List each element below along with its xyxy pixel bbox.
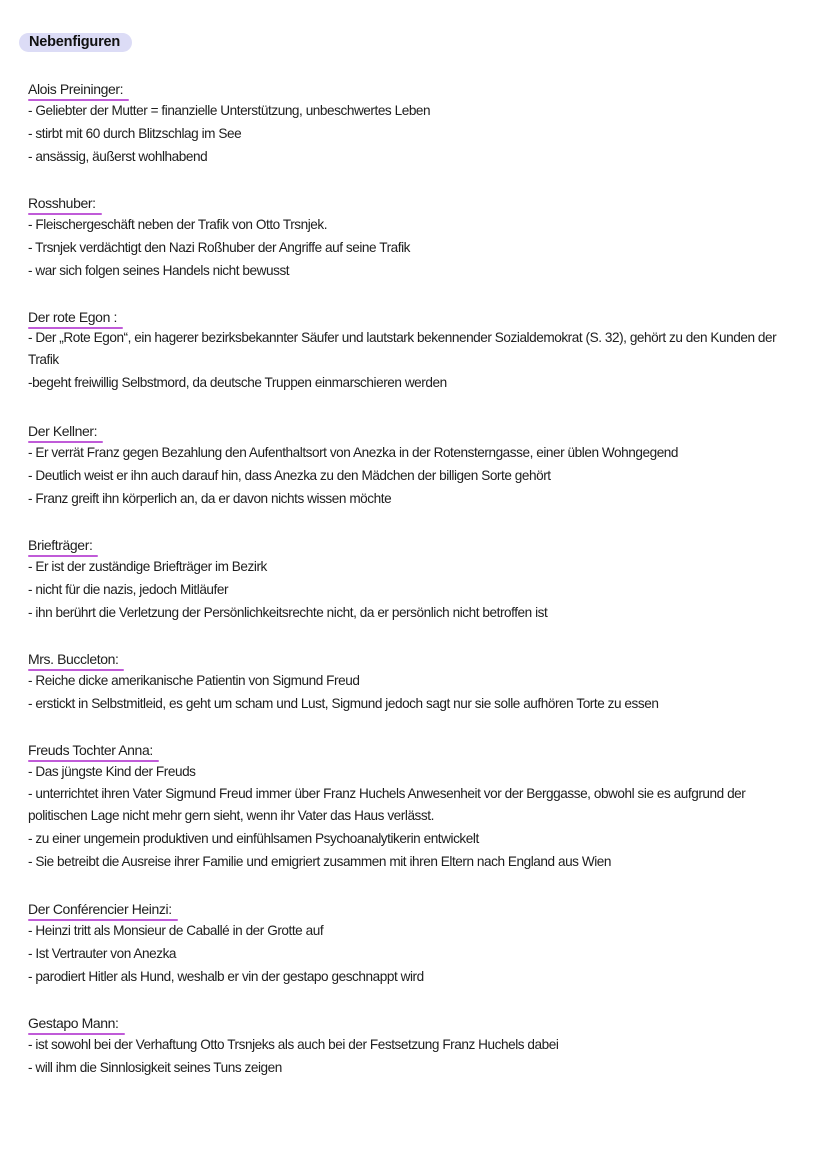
- list-item: - unterrichtet ihren Vater Sigmund Freud immer über Franz Huchels Anwesenheit vor der Berggasse, obwohl sie es aufgrund der politischen Lage nicht mehr gern sieht, wenn ihr Vater das Haus verlässt.: [28, 786, 746, 823]
- section-title: Briefträger:: [28, 535, 92, 555]
- section-title: Der Conférencier Heinzi:: [28, 899, 172, 919]
- section-freuds-tochter-anna: [28, 740, 788, 873]
- section-der-rote-egon: [28, 307, 788, 394]
- section-brieftraeger: [28, 535, 788, 624]
- list-item: -begeht freiwillig Selbstmord, da deutsche Truppen einmarschieren werden: [28, 375, 447, 390]
- section-title: Der rote Egon :: [28, 307, 117, 327]
- section-title: Rosshuber:: [28, 193, 96, 213]
- list-item: - Heinzi tritt als Monsieur de Caballé in der Grotte auf: [28, 923, 324, 938]
- list-item: - Fleischergeschäft neben der Trafik von Otto Trsnjek.: [28, 217, 328, 232]
- list-item: - Trsnjek verdächtigt den Nazi Roßhuber der Angriffe auf seine Trafik: [28, 240, 411, 255]
- list-item: - Das jüngste Kind der Freuds: [28, 764, 196, 779]
- list-item: - war sich folgen seines Handels nicht bewusst: [28, 263, 290, 278]
- section-rosshuber: [28, 193, 788, 282]
- page-title: Nebenfiguren: [19, 33, 132, 52]
- section-der-kellner: [28, 421, 788, 510]
- list-item: - Er verrät Franz gegen Bezahlung den Aufenthaltsort von Anezka in der Rotensterngasse, einer üblen Wohngegend: [28, 445, 679, 460]
- list-item: - stirbt mit 60 durch Blitzschlag im See: [28, 126, 242, 141]
- section-alois-preininger: [28, 79, 788, 168]
- bullet-list: [28, 441, 788, 510]
- section-title: Alois Preininger:: [28, 79, 123, 99]
- list-item: - Ist Vertrauter von Anezka: [28, 946, 177, 961]
- section-title: Mrs. Buccleton:: [28, 649, 118, 669]
- list-item: - parodiert Hitler als Hund, weshalb er vin der gestapo geschnappt wird: [28, 969, 424, 984]
- list-item: - zu einer ungemein produktiven und einfühlsamen Psychoanalytikerin entwickelt: [28, 831, 479, 846]
- list-item: - will ihm die Sinnlosigkeit seines Tuns zeigen: [28, 1060, 282, 1075]
- list-item: - ist sowohl bei der Verhaftung Otto Trsnjeks als auch bei der Festsetzung Franz Huchels dabei: [28, 1037, 559, 1052]
- bullet-list: [28, 669, 788, 715]
- section-gestapo-mann: [28, 1013, 788, 1079]
- bullet-list: [28, 1033, 788, 1079]
- list-item: - Sie betreibt die Ausreise ihrer Familie und emigriert zusammen mit ihren Eltern nach England aus Wien: [28, 854, 612, 869]
- bullet-list: [28, 555, 788, 624]
- list-item: - Franz greift ihn körperlich an, da er davon nichts wissen möchte: [28, 491, 392, 506]
- bullet-list: [28, 919, 788, 988]
- bullet-list: [28, 213, 788, 282]
- list-item: - nicht für die nazis, jedoch Mitläufer: [28, 582, 229, 597]
- bullet-list: [28, 760, 788, 873]
- list-item: - ansässig, äußerst wohlhabend: [28, 149, 208, 164]
- list-item: - ihn berührt die Verletzung der Persönlichkeitsrechte nicht, da er persönlich nicht betroffen ist: [28, 605, 548, 620]
- bullet-list: [28, 99, 788, 168]
- list-item: - Deutlich weist er ihn auch darauf hin, dass Anezka zu den Mädchen der billigen Sorte gehört: [28, 468, 551, 483]
- section-title: Der Kellner:: [28, 421, 97, 441]
- list-item: - Er ist der zuständige Briefträger im Bezirk: [28, 559, 267, 574]
- section-title: Gestapo Mann:: [28, 1013, 119, 1033]
- list-item: - Der „Rote Egon“, ein hagerer bezirksbekannter Säufer und lautstark bekennender Sozialdemokrat (S. 32), gehört zu den Kunden der Trafik: [28, 330, 777, 367]
- list-item: - erstickt in Selbstmitleid, es geht um scham und Lust, Sigmund jedoch sagt nur sie solle aufhören Torte zu essen: [28, 696, 659, 711]
- section-title: Freuds Tochter Anna:: [28, 740, 153, 760]
- section-mrs-buccleton: [28, 649, 788, 715]
- section-der-conferencier-heinzi: [28, 899, 788, 988]
- bullet-list: [28, 327, 788, 394]
- list-item: - Reiche dicke amerikanische Patientin von Sigmund Freud: [28, 673, 360, 688]
- list-item: - Geliebter der Mutter = finanzielle Unterstützung, unbeschwertes Leben: [28, 103, 431, 118]
